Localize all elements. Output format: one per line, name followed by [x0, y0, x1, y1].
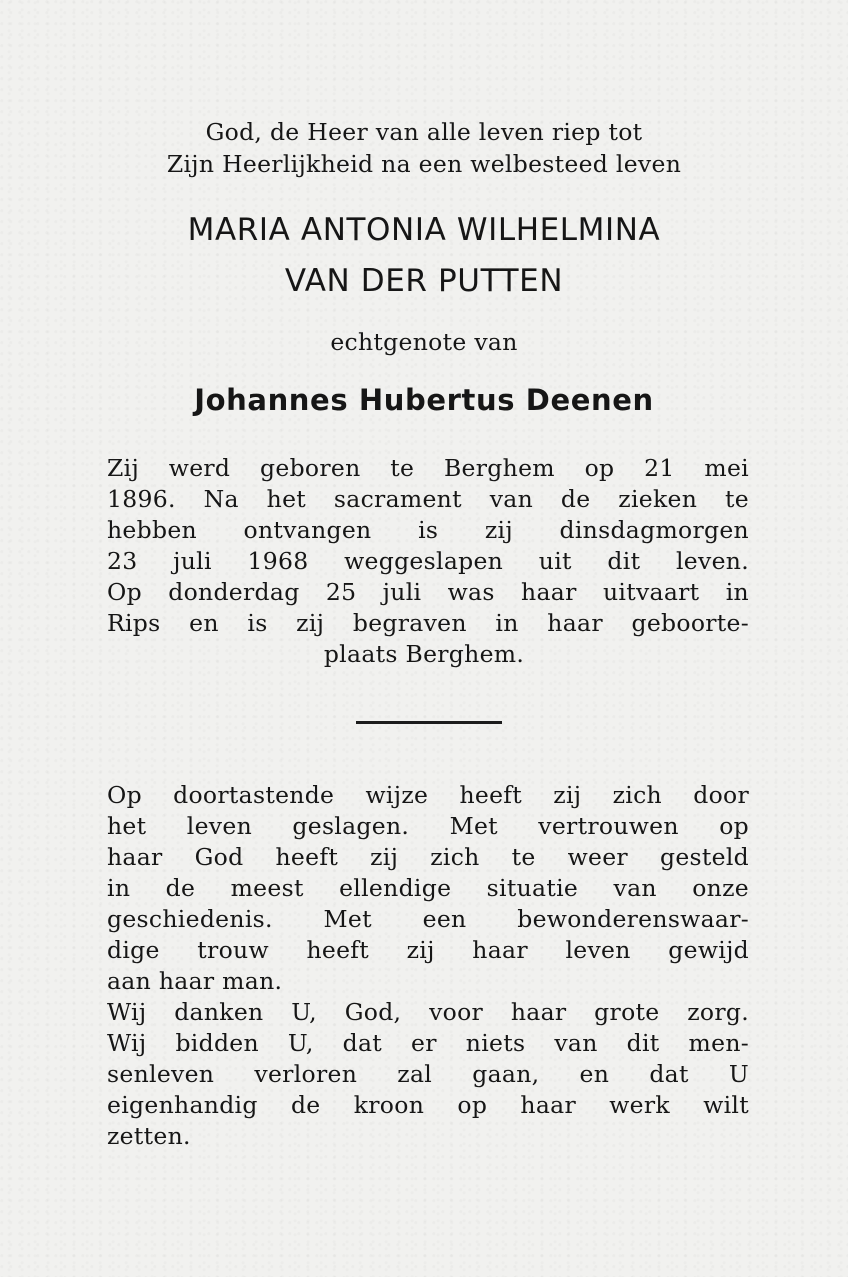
intro-line-2: Zijn Heerlijkheid na een welbesteed leven [166, 150, 682, 178]
reflection-line-5: geschiedenis. Met een bewonderenswaar- [107, 905, 749, 933]
reflection-line-2: het leven geslagen. Met vertrouwen op [107, 812, 749, 840]
reflection-line-10: senleven verloren zal gaan, en dat U [107, 1060, 749, 1088]
intro-line-1: God, de Heer van alle leven riep tot [205, 118, 643, 146]
biography-line-4: 23 juli 1968 weggeslapen uit dit leven. [107, 547, 749, 575]
husband-name: Johannes Hubertus Deenen [194, 383, 654, 417]
deceased-name-line-1: MARIA ANTONIA WILHELMINA [187, 212, 661, 248]
reflection-line-9: Wij bidden U, dat er niets van dit men- [107, 1029, 749, 1057]
biography-line-3: hebben ontvangen is zij dinsdagmorgen [107, 516, 749, 544]
biography-line-7: plaats Berghem. [323, 640, 525, 668]
reflection-line-8: Wij danken U, God, voor haar grote zorg. [107, 998, 749, 1026]
biography-line-5: Op donderdag 25 juli was haar uitvaart in [107, 578, 749, 606]
reflection-line-7: aan haar man. [107, 967, 283, 995]
reflection-line-6: dige trouw heeft zij haar leven gewijd [107, 936, 749, 964]
deceased-name-line-2: VAN DER PUTTEN [284, 263, 564, 299]
reflection-line-4: in de meest ellendige situatie van onze [107, 874, 749, 902]
reflection-line-3: haar God heeft zij zich te weer gesteld [107, 843, 749, 871]
reflection-line-11: eigenhandig de kroon op haar werk wilt [107, 1091, 749, 1119]
biography-line-6: Rips en is zij begraven in haar geboorte- [107, 609, 749, 637]
divider-rule [356, 721, 502, 724]
biography-line-1: Zij werd geboren te Berghem op 21 mei [107, 454, 749, 482]
relation-text: echtgenote van [330, 328, 518, 356]
reflection-line-12: zetten. [107, 1122, 191, 1150]
reflection-line-1: Op doortastende wijze heeft zij zich door [107, 781, 749, 809]
biography-line-2: 1896. Na het sacrament van de zieken te [107, 485, 749, 513]
